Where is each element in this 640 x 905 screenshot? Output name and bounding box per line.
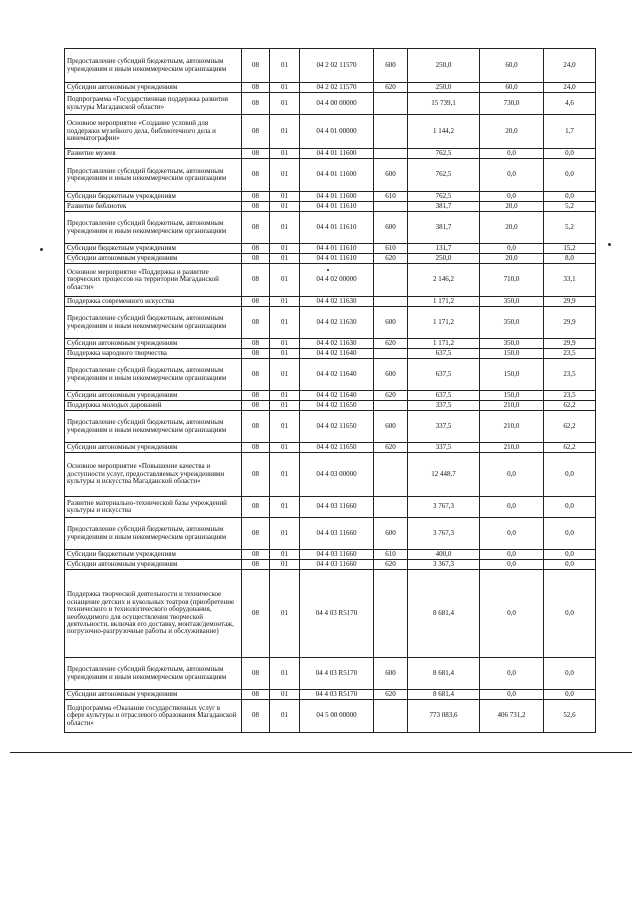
expense-type-cell bbox=[374, 297, 408, 307]
execution-percent-cell: 0,0 bbox=[544, 560, 596, 570]
row-name-cell: Субсидии автономным учреждениям bbox=[65, 443, 242, 453]
executed-amount-cell: 20,0 bbox=[480, 202, 544, 212]
executed-amount-cell: 20,0 bbox=[480, 115, 544, 149]
executed-amount-cell: 150,0 bbox=[480, 349, 544, 359]
row-name-cell: Субсидии автономным учреждениям bbox=[65, 83, 242, 93]
execution-percent-cell: 62,2 bbox=[544, 443, 596, 453]
executed-amount-cell: 0,0 bbox=[480, 497, 544, 518]
row-name-cell: Субсидии бюджетным учреждениям bbox=[65, 550, 242, 560]
row-name-cell: Развитие материально-технической базы учреждений культуры и искусства bbox=[65, 497, 242, 518]
expense-type-cell bbox=[374, 149, 408, 159]
subsection-code-cell: 01 bbox=[270, 349, 300, 359]
table-row bbox=[65, 560, 596, 570]
approved-amount-cell: 762,5 bbox=[408, 159, 480, 192]
target-article-cell: 04 2 02 11570 bbox=[300, 83, 374, 93]
section-code-cell: 08 bbox=[242, 411, 270, 443]
target-article-cell: 04 4 02 11650 bbox=[300, 443, 374, 453]
expense-type-cell bbox=[374, 401, 408, 411]
subsection-code-cell: 01 bbox=[270, 497, 300, 518]
target-article-cell: 04 4 01 11600 bbox=[300, 192, 374, 202]
section-code-cell: 08 bbox=[242, 264, 270, 297]
subsection-code-cell: 01 bbox=[270, 307, 300, 339]
row-name-cell: Подпрограмма «Государственная поддержка развития культуры Магаданской области» bbox=[65, 93, 242, 115]
executed-amount-cell: 350,0 bbox=[480, 307, 544, 339]
table-row bbox=[65, 453, 596, 497]
executed-amount-cell: 0,0 bbox=[480, 244, 544, 254]
expense-type-cell bbox=[374, 93, 408, 115]
subsection-code-cell: 01 bbox=[270, 297, 300, 307]
execution-percent-cell: 23,5 bbox=[544, 391, 596, 401]
scan-speck bbox=[327, 269, 329, 271]
row-name-cell: Предоставление субсидий бюджетным, автономным учреждениям и иным некоммерческим организациям bbox=[65, 518, 242, 550]
approved-amount-cell: 3 767,3 bbox=[408, 518, 480, 550]
budget-table bbox=[64, 48, 596, 733]
expense-type-cell: 610 bbox=[374, 244, 408, 254]
subsection-code-cell: 01 bbox=[270, 159, 300, 192]
target-article-cell: 04 4 02 11640 bbox=[300, 349, 374, 359]
row-name-cell: Субсидии автономным учреждениям bbox=[65, 391, 242, 401]
section-code-cell: 08 bbox=[242, 115, 270, 149]
section-code-cell: 08 bbox=[242, 550, 270, 560]
execution-percent-cell: 0,0 bbox=[544, 658, 596, 690]
row-name-cell: Развитие музеев bbox=[65, 149, 242, 159]
approved-amount-cell: 762,5 bbox=[408, 149, 480, 159]
expense-type-cell: 600 bbox=[374, 212, 408, 244]
approved-amount-cell: 12 448,7 bbox=[408, 453, 480, 497]
executed-amount-cell: 0,0 bbox=[480, 518, 544, 550]
approved-amount-cell: 381,7 bbox=[408, 202, 480, 212]
executed-amount-cell: 150,0 bbox=[480, 359, 544, 391]
executed-amount-cell: 0,0 bbox=[480, 690, 544, 700]
execution-percent-cell: 5,2 bbox=[544, 202, 596, 212]
subsection-code-cell: 01 bbox=[270, 83, 300, 93]
target-article-cell: 04 4 02 11650 bbox=[300, 401, 374, 411]
executed-amount-cell: 150,0 bbox=[480, 391, 544, 401]
approved-amount-cell: 250,0 bbox=[408, 49, 480, 83]
table-row bbox=[65, 658, 596, 690]
approved-amount-cell: 8 681,4 bbox=[408, 570, 480, 658]
target-article-cell: 04 4 03 11660 bbox=[300, 497, 374, 518]
row-name-cell: Предоставление субсидий бюджетным, автономным учреждениям и иным некоммерческим организациям bbox=[65, 658, 242, 690]
row-name-cell: Поддержка молодых дарований bbox=[65, 401, 242, 411]
executed-amount-cell: 0,0 bbox=[480, 149, 544, 159]
section-code-cell: 08 bbox=[242, 297, 270, 307]
execution-percent-cell: 0,0 bbox=[544, 453, 596, 497]
executed-amount-cell: 60,0 bbox=[480, 49, 544, 83]
section-code-cell: 08 bbox=[242, 149, 270, 159]
executed-amount-cell: 350,0 bbox=[480, 339, 544, 349]
execution-percent-cell: 0,0 bbox=[544, 690, 596, 700]
table-row bbox=[65, 93, 596, 115]
table-row bbox=[65, 349, 596, 359]
approved-amount-cell: 250,0 bbox=[408, 83, 480, 93]
subsection-code-cell: 01 bbox=[270, 49, 300, 83]
target-article-cell: 04 4 02 11640 bbox=[300, 359, 374, 391]
approved-amount-cell: 3 767,3 bbox=[408, 497, 480, 518]
row-name-cell: Субсидии бюджетным учреждениям bbox=[65, 192, 242, 202]
section-code-cell: 08 bbox=[242, 307, 270, 339]
target-article-cell: 04 4 02 11630 bbox=[300, 339, 374, 349]
approved-amount-cell: 8 681,4 bbox=[408, 658, 480, 690]
expense-type-cell bbox=[374, 497, 408, 518]
execution-percent-cell: 23,5 bbox=[544, 359, 596, 391]
expense-type-cell: 620 bbox=[374, 391, 408, 401]
expense-type-cell: 620 bbox=[374, 560, 408, 570]
execution-percent-cell: 24,0 bbox=[544, 83, 596, 93]
approved-amount-cell: 337,5 bbox=[408, 443, 480, 453]
expense-type-cell bbox=[374, 115, 408, 149]
section-code-cell: 08 bbox=[242, 443, 270, 453]
row-name-cell: Предоставление субсидий бюджетным, автономным учреждениям и иным некоммерческим организациям bbox=[65, 212, 242, 244]
section-code-cell: 08 bbox=[242, 192, 270, 202]
table-row bbox=[65, 212, 596, 244]
section-code-cell: 08 bbox=[242, 49, 270, 83]
executed-amount-cell: 0,0 bbox=[480, 560, 544, 570]
section-code-cell: 08 bbox=[242, 690, 270, 700]
target-article-cell: 04 4 03 R5170 bbox=[300, 570, 374, 658]
approved-amount-cell: 762,5 bbox=[408, 192, 480, 202]
section-code-cell: 08 bbox=[242, 570, 270, 658]
budget-table-sheet bbox=[64, 48, 595, 733]
table-row bbox=[65, 700, 596, 733]
expense-type-cell: 620 bbox=[374, 443, 408, 453]
section-code-cell: 08 bbox=[242, 83, 270, 93]
subsection-code-cell: 01 bbox=[270, 244, 300, 254]
section-code-cell: 08 bbox=[242, 244, 270, 254]
subsection-code-cell: 01 bbox=[270, 339, 300, 349]
execution-percent-cell: 0,0 bbox=[544, 159, 596, 192]
execution-percent-cell: 24,0 bbox=[544, 49, 596, 83]
table-row bbox=[65, 264, 596, 297]
subsection-code-cell: 01 bbox=[270, 264, 300, 297]
table-row bbox=[65, 244, 596, 254]
expense-type-cell: 620 bbox=[374, 254, 408, 264]
table-row bbox=[65, 359, 596, 391]
row-name-cell: Субсидии автономным учреждениям bbox=[65, 254, 242, 264]
execution-percent-cell: 23,5 bbox=[544, 349, 596, 359]
expense-type-cell: 610 bbox=[374, 550, 408, 560]
section-code-cell: 08 bbox=[242, 212, 270, 244]
row-name-cell: Основное мероприятие «Создание условий для поддержки музейного дела, библиотечного дела и кинематографии» bbox=[65, 115, 242, 149]
subsection-code-cell: 01 bbox=[270, 518, 300, 550]
subsection-code-cell: 01 bbox=[270, 560, 300, 570]
target-article-cell: 04 4 02 11630 bbox=[300, 297, 374, 307]
table-row bbox=[65, 307, 596, 339]
execution-percent-cell: 29,9 bbox=[544, 339, 596, 349]
expense-type-cell: 610 bbox=[374, 192, 408, 202]
scan-mark-left bbox=[40, 248, 43, 251]
approved-amount-cell: 381,7 bbox=[408, 212, 480, 244]
subsection-code-cell: 01 bbox=[270, 202, 300, 212]
executed-amount-cell: 350,0 bbox=[480, 297, 544, 307]
approved-amount-cell: 1 171,2 bbox=[408, 297, 480, 307]
table-row bbox=[65, 339, 596, 349]
executed-amount-cell: 210,0 bbox=[480, 411, 544, 443]
approved-amount-cell: 2 146,2 bbox=[408, 264, 480, 297]
table-row bbox=[65, 411, 596, 443]
section-code-cell: 08 bbox=[242, 560, 270, 570]
executed-amount-cell: 20,0 bbox=[480, 212, 544, 244]
subsection-code-cell: 01 bbox=[270, 192, 300, 202]
execution-percent-cell: 29,9 bbox=[544, 307, 596, 339]
target-article-cell: 04 4 01 11610 bbox=[300, 202, 374, 212]
approved-amount-cell: 773 083,6 bbox=[408, 700, 480, 733]
section-code-cell: 08 bbox=[242, 359, 270, 391]
subsection-code-cell: 01 bbox=[270, 570, 300, 658]
section-code-cell: 08 bbox=[242, 518, 270, 550]
approved-amount-cell: 3 367,3 bbox=[408, 560, 480, 570]
section-code-cell: 08 bbox=[242, 401, 270, 411]
subsection-code-cell: 01 bbox=[270, 149, 300, 159]
budget-table-body bbox=[65, 49, 596, 733]
subsection-code-cell: 01 bbox=[270, 690, 300, 700]
table-row bbox=[65, 497, 596, 518]
section-code-cell: 08 bbox=[242, 202, 270, 212]
execution-percent-cell: 1,7 bbox=[544, 115, 596, 149]
table-row bbox=[65, 202, 596, 212]
expense-type-cell: 600 bbox=[374, 159, 408, 192]
executed-amount-cell: 60,0 bbox=[480, 83, 544, 93]
execution-percent-cell: 15,2 bbox=[544, 244, 596, 254]
execution-percent-cell: 0,0 bbox=[544, 192, 596, 202]
approved-amount-cell: 1 171,2 bbox=[408, 307, 480, 339]
expense-type-cell bbox=[374, 202, 408, 212]
target-article-cell: 04 4 03 11660 bbox=[300, 518, 374, 550]
subsection-code-cell: 01 bbox=[270, 453, 300, 497]
execution-percent-cell: 0,0 bbox=[544, 497, 596, 518]
table-row bbox=[65, 570, 596, 658]
row-name-cell: Предоставление субсидий бюджетным, автономным учреждениям и иным некоммерческим организациям bbox=[65, 411, 242, 443]
approved-amount-cell: 637,5 bbox=[408, 349, 480, 359]
expense-type-cell: 620 bbox=[374, 83, 408, 93]
table-row bbox=[65, 254, 596, 264]
execution-percent-cell: 0,0 bbox=[544, 149, 596, 159]
table-row bbox=[65, 401, 596, 411]
subsection-code-cell: 01 bbox=[270, 391, 300, 401]
table-row bbox=[65, 297, 596, 307]
table-row bbox=[65, 49, 596, 83]
approved-amount-cell: 1 144,2 bbox=[408, 115, 480, 149]
execution-percent-cell: 4,6 bbox=[544, 93, 596, 115]
target-article-cell: 04 4 01 11600 bbox=[300, 149, 374, 159]
table-row bbox=[65, 391, 596, 401]
row-name-cell: Предоставление субсидий бюджетным, автономным учреждениям и иным некоммерческим организациям bbox=[65, 159, 242, 192]
executed-amount-cell: 0,0 bbox=[480, 658, 544, 690]
executed-amount-cell: 210,0 bbox=[480, 401, 544, 411]
section-code-cell: 08 bbox=[242, 93, 270, 115]
executed-amount-cell: 0,0 bbox=[480, 570, 544, 658]
table-row bbox=[65, 443, 596, 453]
section-code-cell: 08 bbox=[242, 349, 270, 359]
approved-amount-cell: 337,5 bbox=[408, 401, 480, 411]
expense-type-cell bbox=[374, 264, 408, 297]
row-name-cell: Поддержка народного творчества bbox=[65, 349, 242, 359]
row-name-cell: Развитие библиотек bbox=[65, 202, 242, 212]
execution-percent-cell: 8,0 bbox=[544, 254, 596, 264]
expense-type-cell: 600 bbox=[374, 658, 408, 690]
expense-type-cell: 600 bbox=[374, 307, 408, 339]
target-article-cell: 04 4 00 00000 bbox=[300, 93, 374, 115]
section-code-cell: 08 bbox=[242, 658, 270, 690]
executed-amount-cell: 20,0 bbox=[480, 254, 544, 264]
executed-amount-cell: 0,0 bbox=[480, 550, 544, 560]
row-name-cell: Основное мероприятие «Поддержка и развитие творческих процессов на территории Магаданской области» bbox=[65, 264, 242, 297]
expense-type-cell: 600 bbox=[374, 411, 408, 443]
executed-amount-cell: 210,0 bbox=[480, 443, 544, 453]
execution-percent-cell: 33,1 bbox=[544, 264, 596, 297]
expense-type-cell bbox=[374, 453, 408, 497]
executed-amount-cell: 0,0 bbox=[480, 192, 544, 202]
subsection-code-cell: 01 bbox=[270, 700, 300, 733]
execution-percent-cell: 62,2 bbox=[544, 411, 596, 443]
executed-amount-cell: 710,0 bbox=[480, 264, 544, 297]
section-code-cell: 08 bbox=[242, 391, 270, 401]
table-row bbox=[65, 550, 596, 560]
target-article-cell: 04 4 03 00000 bbox=[300, 453, 374, 497]
expense-type-cell: 620 bbox=[374, 339, 408, 349]
executed-amount-cell: 0,0 bbox=[480, 159, 544, 192]
target-article-cell: 04 4 02 00000 bbox=[300, 264, 374, 297]
section-code-cell: 08 bbox=[242, 700, 270, 733]
row-name-cell: Поддержка современного искусства bbox=[65, 297, 242, 307]
subsection-code-cell: 01 bbox=[270, 359, 300, 391]
row-name-cell: Субсидии автономным учреждениям bbox=[65, 560, 242, 570]
approved-amount-cell: 8 681,4 bbox=[408, 690, 480, 700]
executed-amount-cell: 730,0 bbox=[480, 93, 544, 115]
expense-type-cell bbox=[374, 570, 408, 658]
expense-type-cell: 600 bbox=[374, 359, 408, 391]
approved-amount-cell: 637,5 bbox=[408, 359, 480, 391]
row-name-cell: Субсидии автономным учреждениям bbox=[65, 690, 242, 700]
execution-percent-cell: 52,6 bbox=[544, 700, 596, 733]
approved-amount-cell: 1 171,2 bbox=[408, 339, 480, 349]
table-row bbox=[65, 149, 596, 159]
page-bottom-rule bbox=[10, 752, 632, 753]
table-row bbox=[65, 192, 596, 202]
section-code-cell: 08 bbox=[242, 254, 270, 264]
row-name-cell: Предоставление субсидий бюджетным, автономным учреждениям и иным некоммерческим организациям bbox=[65, 359, 242, 391]
table-row bbox=[65, 115, 596, 149]
table-row bbox=[65, 83, 596, 93]
executed-amount-cell: 0,0 bbox=[480, 453, 544, 497]
subsection-code-cell: 01 bbox=[270, 93, 300, 115]
subsection-code-cell: 01 bbox=[270, 658, 300, 690]
approved-amount-cell: 15 739,1 bbox=[408, 93, 480, 115]
subsection-code-cell: 01 bbox=[270, 411, 300, 443]
table-row bbox=[65, 518, 596, 550]
target-article-cell: 04 4 01 00000 bbox=[300, 115, 374, 149]
expense-type-cell: 600 bbox=[374, 518, 408, 550]
row-name-cell: Субсидии автономным учреждениям bbox=[65, 339, 242, 349]
target-article-cell: 04 2 02 11570 bbox=[300, 49, 374, 83]
approved-amount-cell: 637,5 bbox=[408, 391, 480, 401]
target-article-cell: 04 4 02 11630 bbox=[300, 307, 374, 339]
execution-percent-cell: 29,9 bbox=[544, 297, 596, 307]
target-article-cell: 04 4 01 11610 bbox=[300, 244, 374, 254]
expense-type-cell bbox=[374, 700, 408, 733]
target-article-cell: 04 4 01 11610 bbox=[300, 212, 374, 244]
section-code-cell: 08 bbox=[242, 453, 270, 497]
target-article-cell: 04 4 03 11660 bbox=[300, 550, 374, 560]
approved-amount-cell: 337,5 bbox=[408, 411, 480, 443]
subsection-code-cell: 01 bbox=[270, 401, 300, 411]
subsection-code-cell: 01 bbox=[270, 254, 300, 264]
scan-mark-right bbox=[608, 243, 611, 246]
execution-percent-cell: 0,0 bbox=[544, 550, 596, 560]
table-row bbox=[65, 690, 596, 700]
subsection-code-cell: 01 bbox=[270, 212, 300, 244]
subsection-code-cell: 01 bbox=[270, 550, 300, 560]
target-article-cell: 04 4 03 11660 bbox=[300, 560, 374, 570]
row-name-cell: Поддержка творческой деятельности и техническое оснащение детских и кукольных театров (приобретение технического и технологического оборудования, необходимого для осуществления творческой деятельности, включая его доставку, монтаж/демонтаж, погрузочно-разгрузочные работы и обслуживание) bbox=[65, 570, 242, 658]
approved-amount-cell: 250,0 bbox=[408, 254, 480, 264]
subsection-code-cell: 01 bbox=[270, 115, 300, 149]
execution-percent-cell: 5,2 bbox=[544, 212, 596, 244]
row-name-cell: Предоставление субсидий бюджетным, автономным учреждениям и иным некоммерческим организациям bbox=[65, 49, 242, 83]
target-article-cell: 04 4 01 11600 bbox=[300, 159, 374, 192]
target-article-cell: 04 4 03 R5170 bbox=[300, 690, 374, 700]
target-article-cell: 04 4 01 11610 bbox=[300, 254, 374, 264]
target-article-cell: 04 4 03 R5170 bbox=[300, 658, 374, 690]
section-code-cell: 08 bbox=[242, 497, 270, 518]
target-article-cell: 04 5 00 00000 bbox=[300, 700, 374, 733]
target-article-cell: 04 4 02 11640 bbox=[300, 391, 374, 401]
row-name-cell: Предоставление субсидий бюджетным, автономным учреждениям и иным некоммерческим организациям bbox=[65, 307, 242, 339]
approved-amount-cell: 131,7 bbox=[408, 244, 480, 254]
execution-percent-cell: 0,0 bbox=[544, 518, 596, 550]
approved-amount-cell: 400,0 bbox=[408, 550, 480, 560]
executed-amount-cell: 406 731,2 bbox=[480, 700, 544, 733]
row-name-cell: Подпрограмма «Оказание государственных услуг в сфере культуры и отраслевого образования Магаданской области» bbox=[65, 700, 242, 733]
expense-type-cell: 620 bbox=[374, 690, 408, 700]
subsection-code-cell: 01 bbox=[270, 443, 300, 453]
section-code-cell: 08 bbox=[242, 159, 270, 192]
execution-percent-cell: 62,2 bbox=[544, 401, 596, 411]
row-name-cell: Основное мероприятие «Повышение качества и доступности услуг, предоставляемых учреждениями культуры и искусства Магаданской области» bbox=[65, 453, 242, 497]
section-code-cell: 08 bbox=[242, 339, 270, 349]
table-row bbox=[65, 159, 596, 192]
row-name-cell: Субсидии бюджетным учреждениям bbox=[65, 244, 242, 254]
expense-type-cell bbox=[374, 349, 408, 359]
expense-type-cell: 600 bbox=[374, 49, 408, 83]
execution-percent-cell: 0,0 bbox=[544, 570, 596, 658]
target-article-cell: 04 4 02 11650 bbox=[300, 411, 374, 443]
